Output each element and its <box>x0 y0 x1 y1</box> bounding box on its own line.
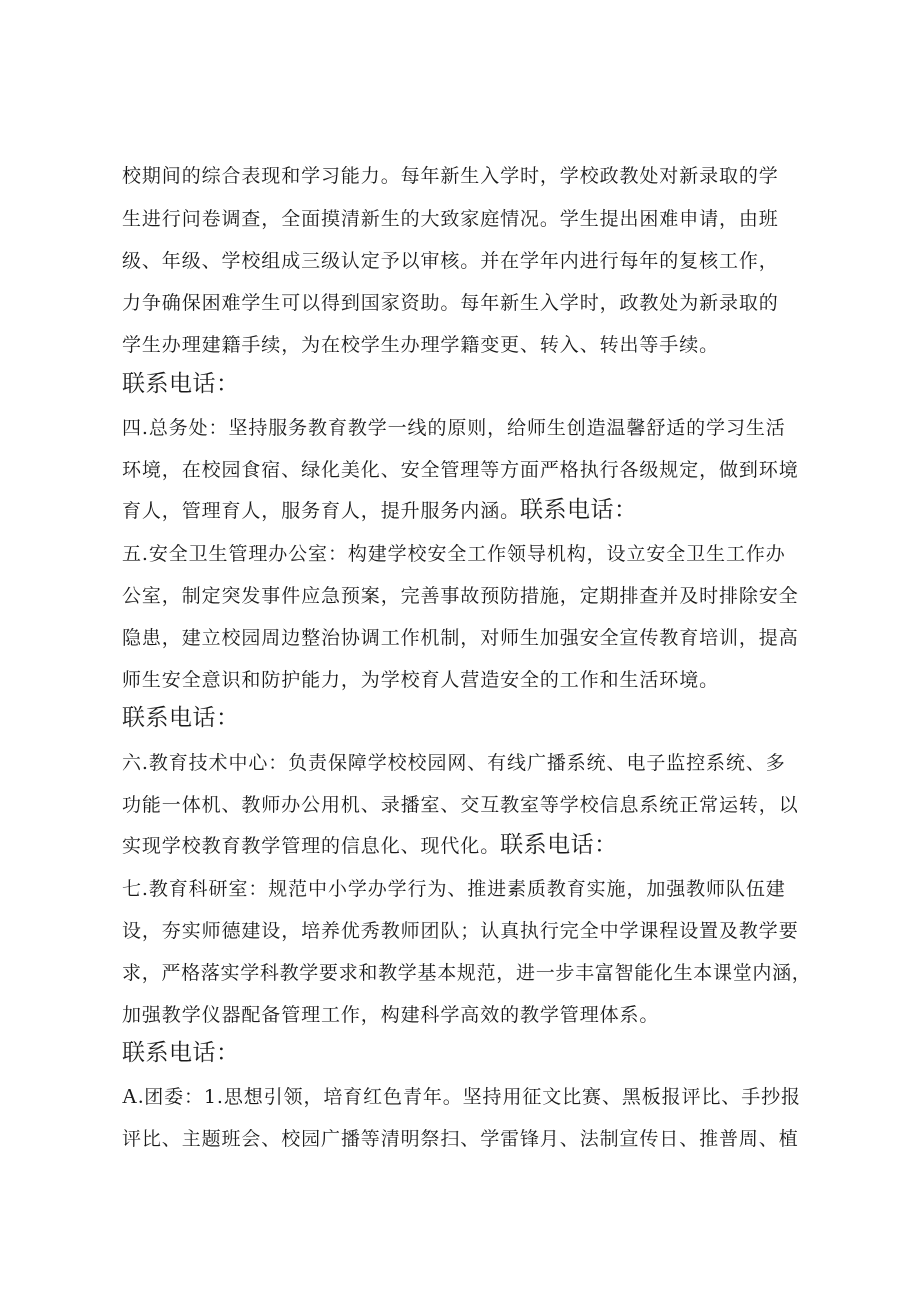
paragraph-line: 力争确保困难学生可以得到国家资助。每年新生入学时，政教处为新录取的 <box>122 292 779 314</box>
paragraph-line: 加强教学仪器配备管理工作，构建科学高效的教学管理体系。 <box>122 1004 660 1026</box>
paragraph-line: 五.安全卫生管理办公室：构建学校安全工作领导机构，设立安全卫生工作办 <box>122 543 786 565</box>
paragraph-line: 六.教育技术中心：负责保障学校校园网、有线广播系统、电子监控系统、多 <box>122 752 786 774</box>
paragraph-line: 设，夯实师德建设，培养优秀教师团队；认真执行完全中学课程设置及教学要 <box>122 920 799 942</box>
paragraph-line: 评比、主题班会、校园广播等清明祭扫、学雷锋月、法制宣传日、推普周、植 <box>122 1128 799 1150</box>
paragraph-line: 环境，在校园食宿、绿化美化、安全管理等方面严格执行各级规定，做到环境 <box>122 459 799 481</box>
paragraph-text: 实现学校教育教学管理的信息化、现代化。 <box>122 835 501 857</box>
paragraph-line: 师生安全意识和防护能力，为学校育人营造安全的工作和生活环境。 <box>122 669 720 691</box>
paragraph-line: 生进行问卷调查，全面摸清新生的大致家庭情况。学生提出困难申请，由班 <box>122 208 779 230</box>
paragraph-line: 学生办理建籍手续，为在校学生办理学籍变更、转入、转出等手续。 <box>122 334 720 356</box>
paragraph-line <box>122 497 812 524</box>
paragraph-line <box>122 832 812 859</box>
paragraph-line: 校期间的综合表现和学习能力。每年新生入学时，学校政教处对新录取的学 <box>122 165 779 187</box>
contact-phone-label: 联系电话： <box>122 371 240 397</box>
paragraph-line: 七.教育科研室：规范中小学办学行为、推进素质教育实施，加强教师队伍建 <box>122 878 786 900</box>
paragraph-line: 公室，制定突发事件应急预案，完善事故预防措施，定期排查并及时排除安全 <box>122 585 799 607</box>
contact-phone-label: 联系电话： <box>520 497 638 523</box>
contact-phone-label: 联系电话： <box>500 832 618 858</box>
contact-phone-label: 联系电话： <box>122 1040 240 1066</box>
paragraph-line <box>122 1083 812 1110</box>
paragraph-line: 级、年级、学校组成三级认定予以审核。并在学年内进行每年的复核工作， <box>122 250 779 272</box>
paragraph-line: 隐患，建立校园周边整治协调工作机制，对师生加强安全宣传教育培训，提高 <box>122 627 799 649</box>
section-marker: A. <box>122 1084 145 1108</box>
paragraph-text: 团委：1.思想引领，培育红色青年。坚持用征文比赛、黑板报评比、手抄报 <box>144 1086 801 1108</box>
paragraph-text: 育人，管理育人，服务育人，提升服务内涵。 <box>122 500 521 522</box>
paragraph-line: 功能一体机、教师办公用机、录播室、交互教室等学校信息系统正常运转，以 <box>122 794 799 816</box>
paragraph-line: 四.总务处：坚持服务教育教学一线的原则，给师生创造温馨舒适的学习生活 <box>122 417 786 439</box>
paragraph-line: 求，严格落实学科教学要求和教学基本规范，进一步丰富智能化生本课堂内涵， <box>122 962 812 984</box>
contact-phone-label: 联系电话： <box>122 705 240 731</box>
